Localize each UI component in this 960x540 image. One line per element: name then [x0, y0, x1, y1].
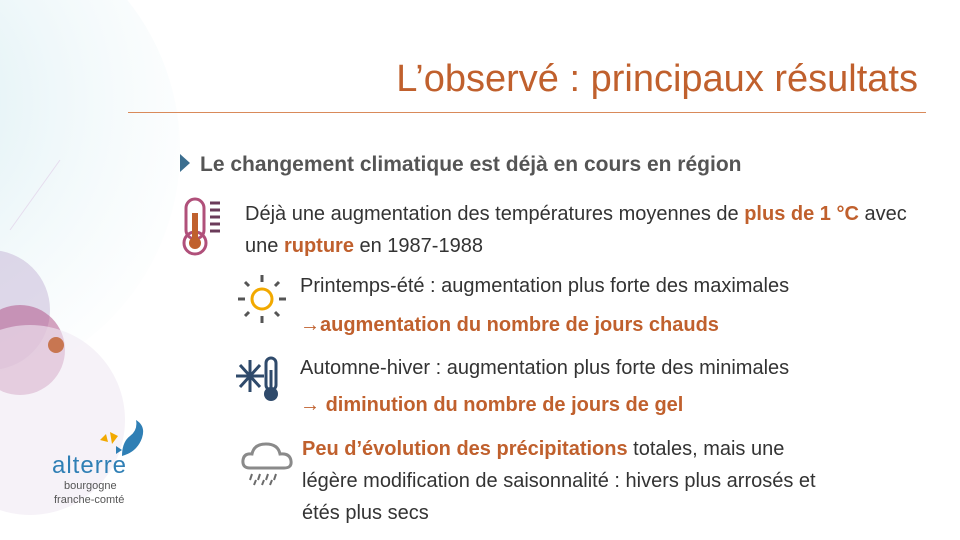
precipitation-text-line1: totales, mais une — [627, 438, 785, 460]
logo-line1: bourgogne — [64, 480, 117, 492]
temperature-text-a: Déjà une augmentation des températures moyennes de — [245, 203, 745, 225]
logo-wordmark: alterre — [52, 452, 128, 479]
temperature-highlight-rupture: rupture — [283, 235, 354, 257]
spring-summer-text: Printemps-été : augmentation plus forte des maximales — [300, 275, 790, 297]
temperature-text-b: avec une — [245, 203, 907, 257]
spring-summer-consequence — [300, 314, 719, 337]
rain-cloud-icon — [240, 440, 296, 486]
main-bullet-text: Le changement climatique est déjà en cours en région — [200, 153, 742, 176]
arrow-right-icon: → — [300, 314, 320, 336]
precipitation-highlight: Peu d’évolution des précipitations — [302, 438, 628, 460]
title-divider — [128, 112, 926, 113]
arrow-right-icon: → — [300, 394, 320, 416]
precipitation-text-line2: légère modification de saisonnalité : hivers plus arrosés et — [302, 470, 816, 492]
autumn-winter-consequence — [300, 394, 683, 417]
precipitation-text-line3: étés plus secs — [302, 502, 429, 524]
logo-line2: franche-comté — [54, 494, 125, 506]
temperature-text — [245, 198, 915, 262]
temperature-highlight-amount: plus de 1 °C — [744, 203, 859, 225]
alterre-logo — [46, 416, 156, 516]
sun-icon — [237, 274, 287, 324]
temperature-text-c: en 1987-1988 — [353, 235, 483, 257]
precipitation-text — [302, 433, 942, 529]
page-title: L’observé : principaux résultats — [396, 58, 918, 100]
autumn-winter-consequence-text: diminution du nombre de jours de gel — [325, 394, 684, 416]
thermometer-icon — [180, 195, 224, 257]
autumn-winter-text: Automne-hiver : augmentation plus forte des minimales — [300, 357, 790, 379]
snow-thermometer-icon — [236, 352, 284, 404]
bullet-arrow-icon — [180, 154, 190, 172]
main-bullet — [180, 153, 741, 177]
spring-summer-consequence-text: augmentation du nombre de jours chauds — [320, 314, 719, 336]
